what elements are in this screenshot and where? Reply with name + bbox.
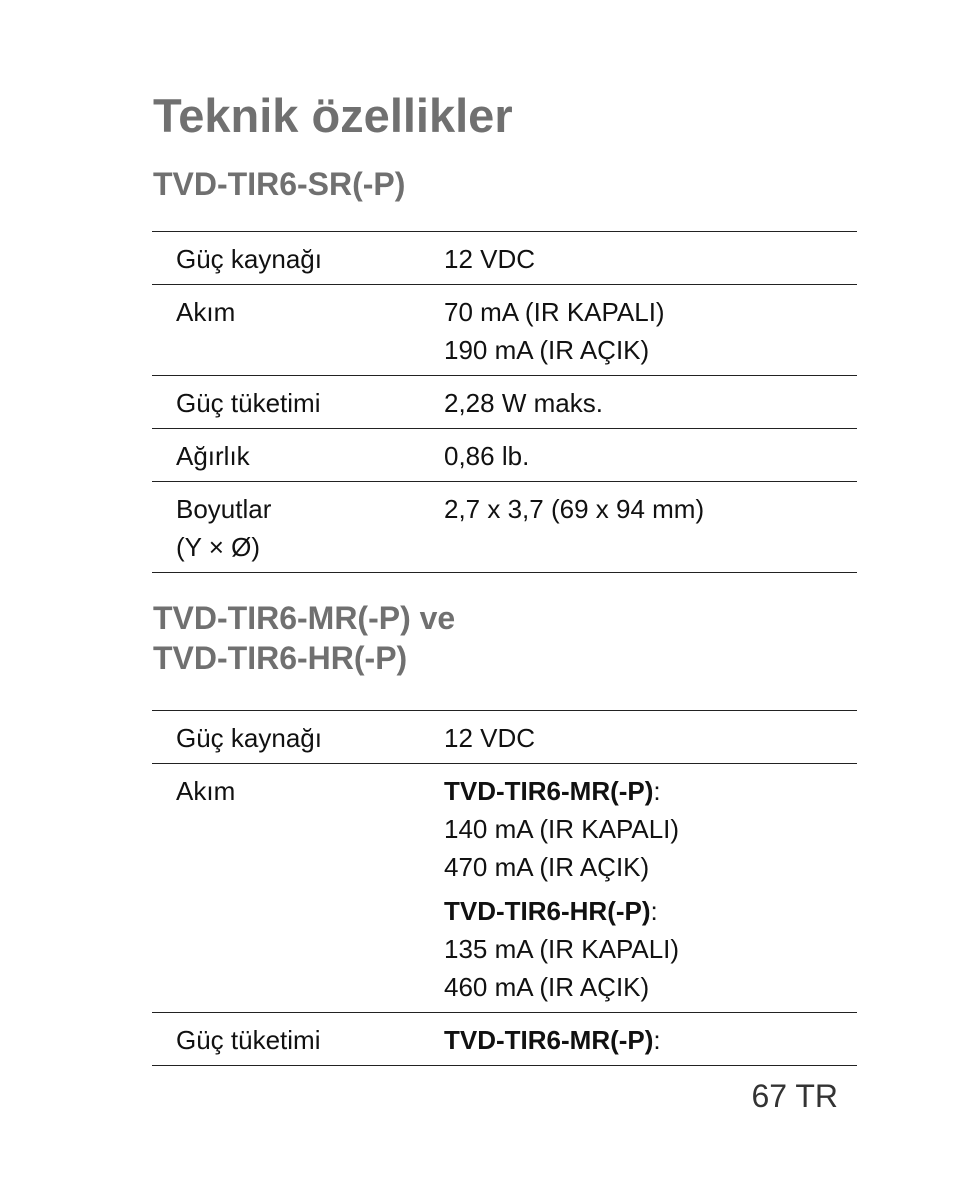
table-row [152,1013,857,1066]
table-row [152,376,857,429]
title-line: TVD-TIR6-HR(-P) [153,640,408,676]
table-row [152,482,857,573]
table-row [152,232,857,285]
row-value: 2,28 W maks. [444,388,603,418]
row-value: 0,86 lb. [444,441,530,471]
page-title: Teknik özellikler [153,89,513,142]
model-name: TVD-TIR6-MR(-P) [444,776,654,806]
model-colon: : [653,776,661,806]
row-value: 12 VDC [444,723,536,753]
row-label: Akım [176,776,236,806]
table-row [152,429,857,482]
row-value [444,285,857,376]
value-line: 140 mA (IR KAPALI) [444,814,680,844]
row-label [152,482,444,573]
row-label: Güç tüketimi [176,1025,321,1055]
row-label: Güç kaynağı [176,244,322,274]
model-heading [444,892,857,930]
model-heading [444,772,857,810]
label-line: (Y × Ø) [176,532,261,562]
section-title-sr: TVD-TIR6-SR(-P) [153,166,406,202]
table-row [152,764,857,1013]
label-line: Boyutlar [176,494,272,524]
value-line: 70 mA (IR KAPALI) [444,297,665,327]
row-label: Akım [176,297,236,327]
page-number: 67 TR [751,1078,838,1114]
section-title-mr-hr [153,598,455,678]
value-line: 470 mA (IR AÇIK) [444,852,650,882]
row-value [444,764,857,1013]
table-row [152,285,857,376]
model-colon: : [653,1025,661,1055]
row-label: Güç tüketimi [176,388,321,418]
row-label: Ağırlık [176,441,250,471]
spec-table-mr-hr [152,710,857,1066]
row-value: 2,7 x 3,7 (69 x 94 mm) [444,494,705,524]
title-line: TVD-TIR6-MR(-P) ve [153,600,456,636]
model-colon: : [650,896,658,926]
value-line: 190 mA (IR AÇIK) [444,335,650,365]
table-row [152,711,857,764]
model-name: TVD-TIR6-MR(-P) [444,1025,654,1055]
row-value [444,1013,857,1066]
model-name: TVD-TIR6-HR(-P) [444,896,651,926]
value-line: 460 mA (IR AÇIK) [444,972,650,1002]
row-label: Güç kaynağı [176,723,322,753]
spec-table-sr [152,231,857,573]
value-line: 135 mA (IR KAPALI) [444,934,680,964]
row-value: 12 VDC [444,244,536,274]
